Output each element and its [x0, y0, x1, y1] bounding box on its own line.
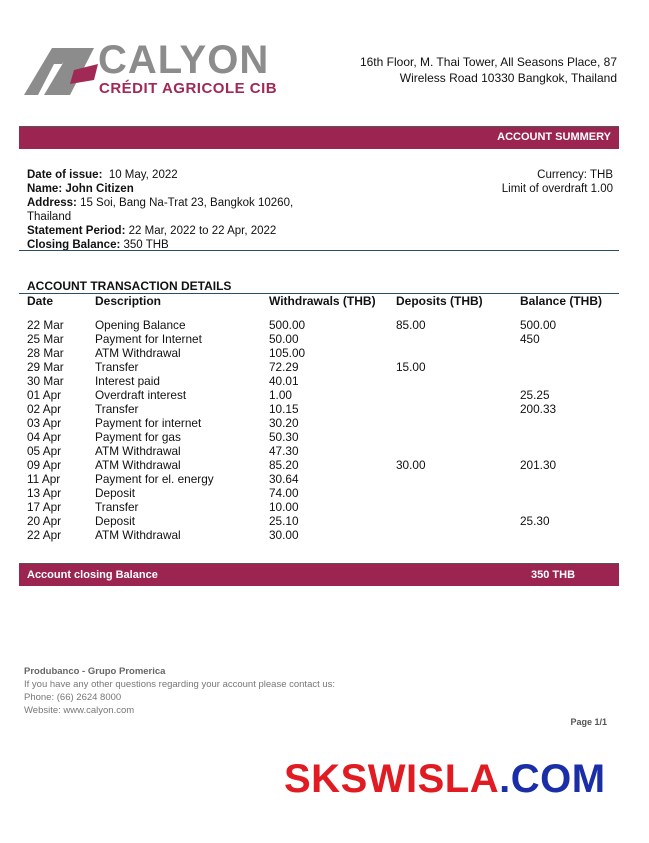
row-balance: 25.25: [520, 388, 550, 402]
row-description: Transfer: [95, 360, 139, 374]
date-label: Date of issue:: [27, 169, 103, 181]
transactions-title: ACCOUNT TRANSACTION DETAILS: [27, 279, 232, 293]
closing-band: [19, 563, 619, 586]
name-value: John Citizen: [65, 183, 134, 195]
footer: [24, 665, 335, 717]
row-description: ATM Withdrawal: [95, 458, 181, 472]
footer-contact: If you have any other questions regarding your account please contact us:: [24, 679, 336, 690]
table-row: [27, 332, 617, 346]
summary-band: [19, 126, 619, 149]
bank-name: CALYON: [98, 38, 270, 82]
watermark-part2: .COM: [499, 757, 606, 801]
row-date: 01 Apr: [27, 388, 62, 402]
row-withdrawal: 105.00: [269, 346, 306, 360]
closing-balance-label: Account closing Balance: [27, 569, 158, 581]
row-date: 04 Apr: [27, 430, 62, 444]
row-withdrawal: 10.15: [269, 402, 299, 416]
row-balance: 500.00: [520, 318, 557, 332]
currency: Currency: THB: [537, 169, 613, 181]
watermark-part1: SKSWISLA: [284, 757, 500, 801]
table-row: [27, 360, 617, 374]
row-description: Deposit: [95, 486, 135, 500]
table-row: [27, 388, 617, 402]
period-label: Statement Period:: [27, 225, 126, 237]
header-withdrawals: Withdrawals (THB): [269, 294, 376, 308]
row-description: Payment for internet: [95, 416, 202, 430]
row-withdrawal: 85.20: [269, 458, 299, 472]
row-withdrawal: 74.00: [269, 486, 299, 500]
footer-phone: Phone: (66) 2624 8000: [24, 692, 122, 703]
table-row: [27, 402, 617, 416]
table-row: [27, 416, 617, 430]
row-withdrawal: 72.29: [269, 360, 299, 374]
name-label: Name:: [27, 183, 63, 195]
row-withdrawal: 30.64: [269, 472, 299, 486]
row-balance: 200.33: [520, 402, 557, 416]
row-withdrawal: 50.00: [269, 332, 299, 346]
watermark: [284, 757, 606, 802]
row-description: Payment for el. energy: [95, 472, 214, 486]
account-info: [27, 168, 327, 252]
row-date: 28 Mar: [27, 346, 64, 360]
bank-subname: CRÉDIT AGRICOLE CIB: [99, 80, 278, 97]
header-date: Date: [27, 294, 54, 308]
table-row: [27, 472, 617, 486]
row-description: Transfer: [95, 500, 139, 514]
row-balance: 25.30: [520, 514, 550, 528]
row-date: 20 Apr: [27, 514, 62, 528]
row-date: 25 Mar: [27, 332, 64, 346]
row-date: 02 Apr: [27, 402, 62, 416]
table-row: [27, 444, 617, 458]
row-description: Payment for Internet: [95, 332, 202, 346]
row-date: 22 Apr: [27, 528, 62, 542]
currency-info: [502, 168, 613, 196]
closing-value: 350 THB: [123, 239, 169, 251]
closing-label: Closing Balance:: [27, 239, 121, 251]
row-date: 11 Apr: [27, 472, 61, 486]
overdraft-limit: Limit of overdraft 1.00: [501, 183, 613, 195]
row-date: 22 Mar: [27, 318, 64, 332]
row-withdrawal: 30.00: [269, 528, 299, 542]
table-row: [27, 500, 617, 514]
header-deposits: Deposits (THB): [396, 294, 483, 308]
row-date: 03 Apr: [27, 416, 62, 430]
row-deposit: 15.00: [396, 360, 426, 374]
period-value: 22 Mar, 2022 to 22 Apr, 2022: [128, 225, 277, 237]
row-deposit: 85.00: [396, 318, 426, 332]
row-description: Deposit: [95, 514, 135, 528]
row-withdrawal: 30.20: [269, 416, 299, 430]
row-date: 17 Apr: [27, 500, 62, 514]
row-withdrawal: 500.00: [269, 318, 306, 332]
address-value: 15 Soi, Bang Na-Trat 23, Bangkok 10260,: [80, 197, 294, 209]
table-row: [27, 430, 617, 444]
row-description: ATM Withdrawal: [95, 444, 181, 458]
row-balance: 450: [520, 332, 540, 346]
address-value-line2: Thailand: [27, 211, 72, 223]
row-date: 05 Apr: [27, 444, 62, 458]
row-description: Transfer: [95, 402, 139, 416]
header-description: Description: [95, 294, 162, 308]
footer-website: Website: www.calyon.com: [24, 705, 135, 716]
row-description: Payment for gas: [95, 430, 181, 444]
table-row: [27, 374, 617, 388]
table-row: [27, 486, 617, 500]
closing-balance-value: 350 THB: [531, 569, 576, 581]
row-withdrawal: 47.30: [269, 444, 299, 458]
row-deposit: 30.00: [396, 458, 426, 472]
row-description: Interest paid: [95, 374, 160, 388]
transactions-table: [27, 318, 617, 542]
bank-address-line2: Wireless Road 10330 Bangkok, Thailand: [399, 71, 617, 85]
row-withdrawal: 25.10: [269, 514, 299, 528]
page-number: Page 1/1: [570, 717, 607, 727]
date-value: 10 May, 2022: [108, 169, 178, 181]
footer-title: Produbanco - Grupo Promerica: [24, 666, 166, 677]
table-row: [27, 514, 617, 528]
table-row: [27, 318, 617, 332]
row-date: 30 Mar: [27, 374, 64, 388]
address-label: Address:: [27, 197, 77, 209]
divider: [19, 250, 619, 251]
summary-title: ACCOUNT SUMMERY: [497, 131, 611, 143]
row-date: 29 Mar: [27, 360, 64, 374]
table-row: [27, 458, 617, 472]
table-row: [27, 528, 617, 542]
row-withdrawal: 10.00: [269, 500, 299, 514]
bank-address: [360, 54, 617, 86]
row-date: 09 Apr: [27, 458, 62, 472]
row-withdrawal: 50.30: [269, 430, 299, 444]
row-date: 13 Apr: [27, 486, 62, 500]
row-description: ATM Withdrawal: [95, 346, 181, 360]
row-description: Opening Balance: [95, 318, 186, 332]
row-withdrawal: 40.01: [269, 374, 299, 388]
header-balance: Balance (THB): [520, 294, 603, 308]
bank-address-line1: 16th Floor, M. Thai Tower, All Seasons Place, 87: [359, 55, 617, 69]
row-description: Overdraft interest: [95, 388, 187, 402]
row-balance: 201.30: [520, 458, 557, 472]
row-withdrawal: 1.00: [269, 388, 292, 402]
row-description: ATM Withdrawal: [95, 528, 181, 542]
table-row: [27, 346, 617, 360]
